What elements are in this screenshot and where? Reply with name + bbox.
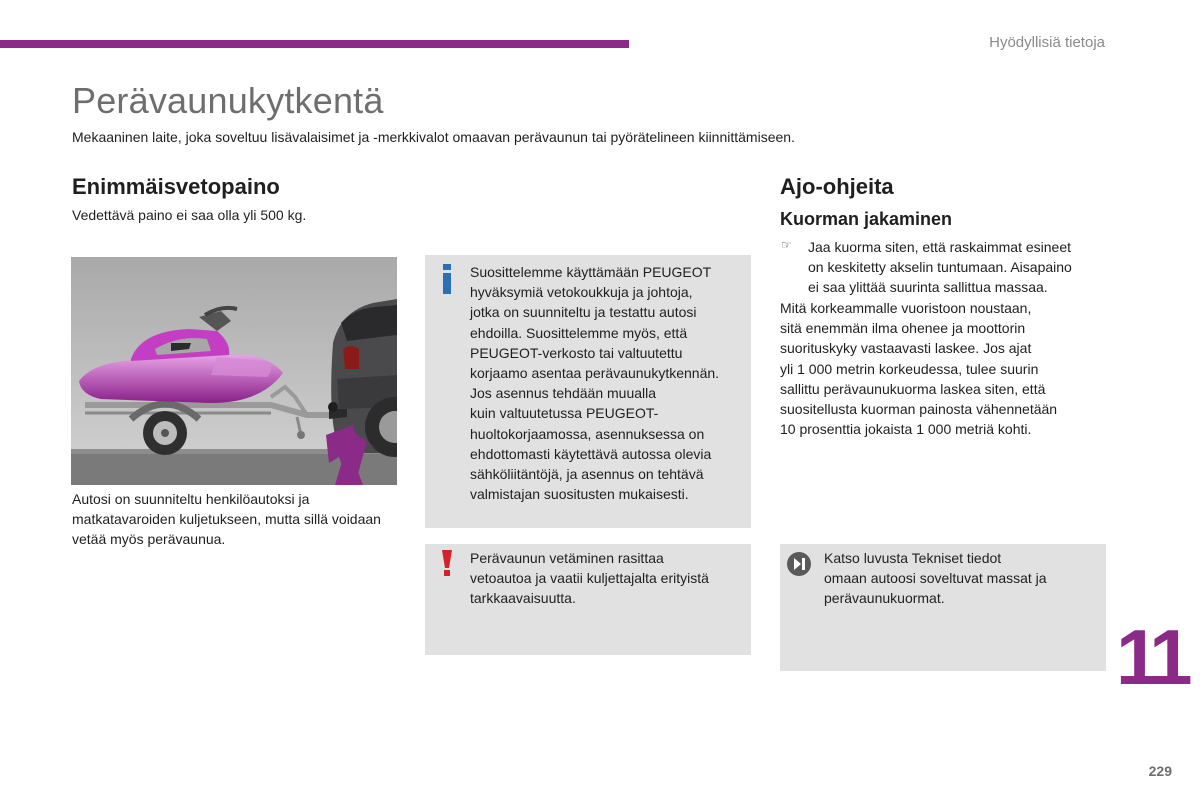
chapter-number: 11: [1116, 613, 1187, 701]
section-label: Hyödyllisiä tietoja: [989, 34, 1105, 51]
info-box-text: Suosittelemme käyttämään PEUGEOT hyväksymiä vetokoukkuja ja johtoja, jotka on suunniteltu ja testattu autosi ehdoilla. Suosittelemme myös, että PEUGEOT-verkosto tai valtuutettu korjaamo asentaa perävaunukytkennän. Jos asennus tehdään muualla kuin valtuutetussa PEUGEOT- huoltokorjaamossa, asennuksessa on ehdottomasti käytettävä autossa olevia sähköliitäntöjä, ja asennus on tehtävä valmistajan suositusten mukaisesti.: [470, 264, 720, 503]
towing-illustration-image: [71, 257, 397, 485]
towing-illustration: [71, 257, 397, 485]
max-towing-weight-heading: Enimmäisvetopaino: [72, 174, 280, 199]
reference-box-text: Katso luvusta Tekniset tiedot omaan autoosi soveltuvat massat ja perävaunukuormat.: [824, 550, 1047, 607]
load-distribution-bullet: Jaa kuorma siten, että raskaimmat esineet on keskitetty akselin tuntumaan. Aisapaino ei saa ylittää suurinta sallittua massaa.: [808, 239, 1072, 296]
driving-advice-heading: Ajo-ohjeita: [780, 174, 894, 199]
pointing-hand-icon: ☞: [781, 238, 792, 252]
illustration-caption: Autosi on suunniteltu henkilöautoksi ja matkatavaroiden kuljetukseen, mutta sillä voidaan vetää myös perävaunua.: [72, 491, 381, 547]
altitude-paragraph: Mitä korkeammalle vuoristoon noustaan, sitä enemmän ilma ohenee ja moottorin suorituskyky vastaavasti laskee. Jos ajat yli 1 000 metrin korkeudessa, tulee suurin sallittu perävaunukuorma laskea siten, että suositellusta kuorman painosta vähennetään 10 prosenttia jokaista 1 000 metriä kohti.: [780, 300, 1058, 438]
reference-icon: [787, 552, 811, 576]
chapter-color-bar: [0, 40, 629, 48]
page-title: Perävaunukytkentä: [72, 80, 384, 121]
intro-text: Mekaaninen laite, joka soveltuu lisävalaisimet ja -merkkivalot omaavan perävaunun tai pyörätelineen kiinnittämiseen.: [72, 129, 795, 145]
warning-box-text: Perävaunun vetäminen rasittaa vetoautoa ja vaatii kuljettajalta erityistä tarkkaavaisuutta.: [470, 550, 709, 607]
load-distribution-heading: Kuorman jakaminen: [780, 209, 953, 229]
max-towing-weight-text: Vedettävä paino ei saa olla yli 500 kg.: [72, 207, 307, 223]
page-number: 229: [1148, 763, 1172, 779]
info-icon: [439, 262, 455, 296]
warning-icon: [439, 550, 455, 576]
